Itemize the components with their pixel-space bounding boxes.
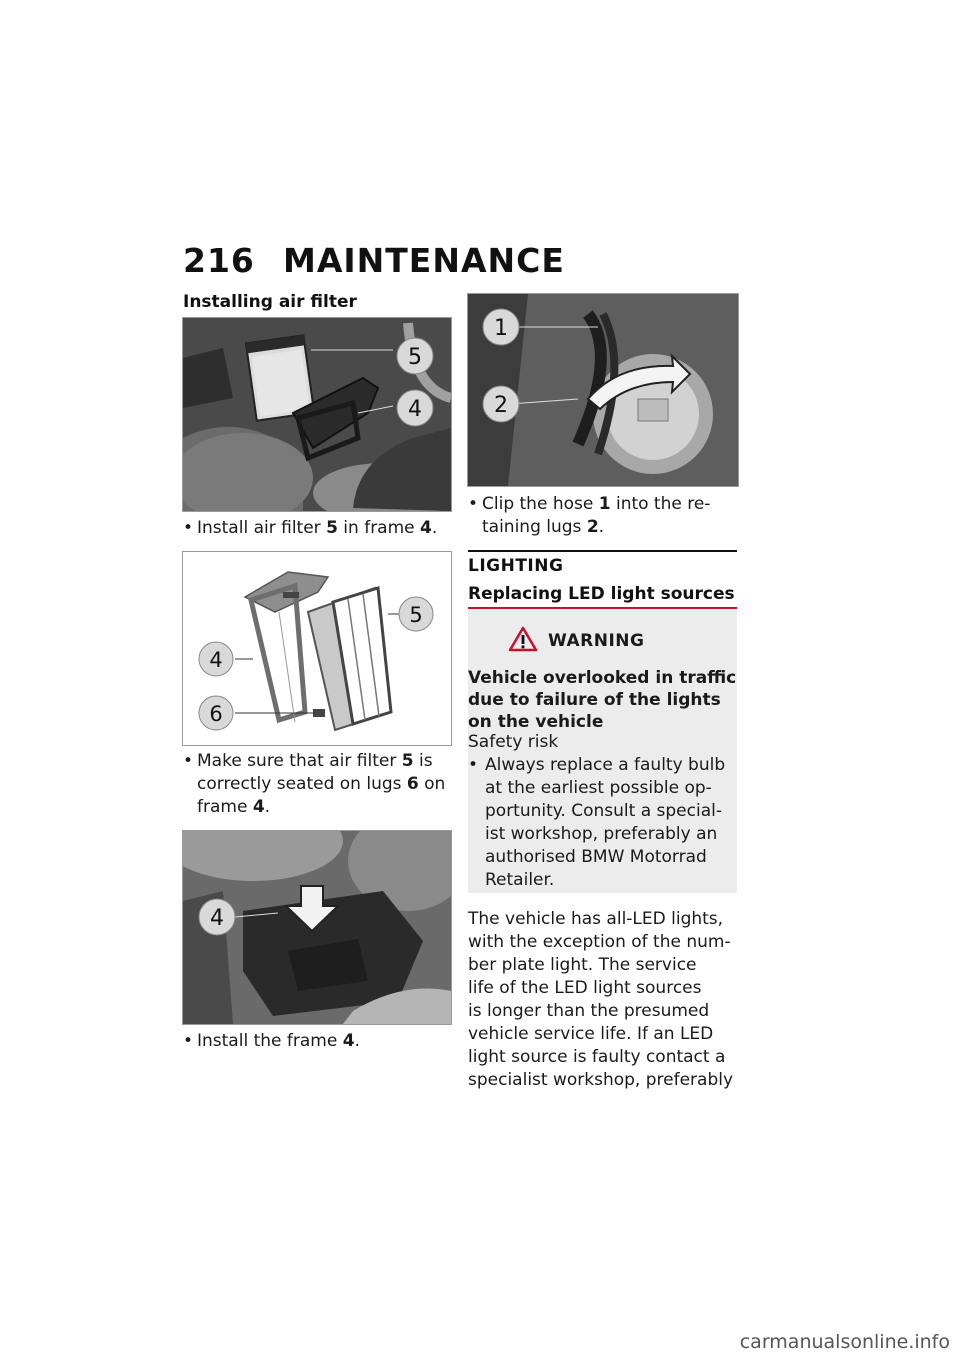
warning-triangle-icon [508, 626, 538, 652]
callout-6: 6 [209, 702, 223, 726]
step-install-frame: • Install the frame 4. [183, 1031, 360, 1051]
step-check-seating: • Make sure that air filter 5 is correctly seated on lugs 6 on frame 4. [183, 751, 446, 817]
warning-risk: Safety risk [468, 732, 559, 752]
paragraph-led-lights: The vehicle has all-LED lights, with the exception of the num- ber plate light. The service life of the LED light sources is longer than the presumed vehicle service life. If an LED light source is faulty contact a specialist workshop, preferably [468, 909, 734, 1090]
warning-label: WARNING [548, 631, 645, 651]
section-heading-air-filter: Installing air filter [183, 292, 357, 312]
warning-instruction: • Always replace a faulty bulb at the earliest possible op- portunity. Consult a special- ist workshop, preferably an authorised BMW Motorrad Retailer. [468, 755, 726, 890]
figure-air-filter-frame-assembly [182, 317, 452, 512]
figure-hose-clips [467, 293, 739, 487]
callout-2: 2 [494, 393, 508, 418]
subheading-led: Replacing LED light sources [468, 584, 735, 604]
figure-air-filter-lugs [182, 551, 452, 746]
figure-install-frame [182, 830, 452, 1025]
warning-box [468, 609, 737, 893]
step-install-air-filter: • Install air filter 5 in frame 4. [183, 518, 438, 538]
callout-4: 4 [210, 906, 224, 931]
section-divider [468, 550, 737, 552]
step-clip-hose: • Clip the hose 1 into the re- taining lugs 2. [468, 494, 711, 537]
warning-heading: Vehicle overlooked in traffic due to failure of the lights on the vehicle [468, 668, 737, 732]
footer-watermark: carmanualsonline.info [739, 1331, 950, 1353]
callout-4: 4 [209, 648, 223, 672]
page-number: 216 [183, 241, 255, 280]
callout-5: 5 [409, 603, 423, 627]
section-title-lighting: LIGHTING [468, 556, 564, 576]
callout-5: 5 [408, 345, 422, 370]
callout-4: 4 [408, 397, 422, 422]
page-title: MAINTENANCE [283, 241, 565, 280]
callout-1: 1 [494, 316, 508, 341]
